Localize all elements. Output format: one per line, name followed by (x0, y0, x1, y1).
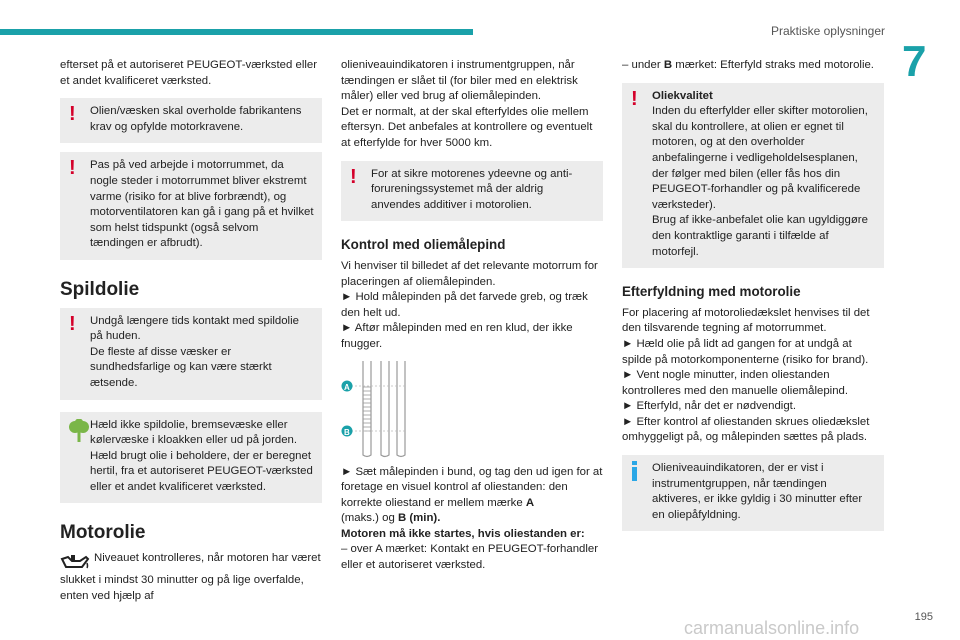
mark-a-label: A (525, 496, 535, 509)
intro-text: efterset på et autoriseret PEUGEOT-værksted eller et andet kvalificeret værksted. (60, 59, 318, 87)
marker-label-a: A (344, 382, 350, 392)
eco-text: Hæld ikke spildolie, bremsevæske eller kølervæske i kloakken eller ud på jorden. Hæld brugt olie i beholdere, der er beregnet hertil, fra et autoriseret PEUGEOT-værksted eller et andet kvalificeret værksted. (90, 418, 313, 493)
mark-b-label: B (663, 59, 673, 71)
warning-box-oil-quality (622, 83, 884, 269)
warning-text: Pas på ved arbejde i motorrummet, da nogle steder i motorrummet bliver ekstremt varme (risiko for at blive forbrændt), og motorventilatoren kan gå i gang på et hvilket som helst tidspunkt (også selvom tændingen er afbrudt). (90, 159, 314, 250)
warning-icon: ! (69, 312, 76, 335)
no-start-warning: Motoren må ikke startes, hvis oliestanden er: (341, 527, 585, 540)
column-3 (622, 58, 884, 540)
dipstick-text-part: ► Sæt målepinden i bund, og tag den ud igen for at foretage en visuel kontrol af oliestanden: den korrekte oliestand er mellem mærke (341, 465, 603, 509)
warning-icon: ! (69, 103, 76, 126)
page-header-title: Praktiske oplysninger (770, 24, 885, 38)
section-heading-kontrol: Kontrol med oliemålepind (341, 237, 506, 253)
kontrol-text: Vi henviser til billedet af det relevante motorrum for placeringen af oliemålepinden. ► Hold målepinden på det farvede greb, og træk den helt ud. ► Aftør målepinden med en ren klud, der ikke fnugger. (341, 259, 598, 350)
section-heading-motorolie: Motorolie (60, 522, 146, 544)
mark-b-label: B (min). (397, 512, 441, 525)
warning-title: Oliekvalitet (652, 89, 713, 102)
list-item-over-a: – over A mærket: Kontakt en PEUGEOT-forhandler eller et autoriseret værksted. (341, 543, 599, 572)
motorolie-text (60, 551, 322, 604)
dipstick-illustration (341, 359, 407, 459)
warning-box-engine-heat (60, 152, 322, 260)
warning-text: For at sikre motorenes ydeevne og anti-forureningssystemet må der aldrig anvendes additiver i motorolien. (371, 167, 573, 211)
chapter-number: 7 (902, 37, 927, 86)
warning-box-oil-spec (60, 98, 322, 143)
tree-eco-icon (68, 419, 90, 443)
column-1 (60, 58, 322, 604)
warning-icon: ! (69, 157, 76, 180)
motorolie-paragraph: Niveauet kontrolleres, når motoren har været slukket i mindst 30 minutter og på lige overfalde, enten ved hjælp af (60, 552, 321, 602)
oil-check-text: olieniveauindikatoren i instrumentgruppen, når tændingen er slået til (for biler med en elektrisk måler) eller ved brug af oliemålepinden. Det er normalt, at der skal efterfyldes olie mellem eftersyn. Det anbefales at kontrollere og eventuelt at efterfylde for hver 5000 km. (341, 59, 593, 149)
under-text-part: mærket: Efterfyld straks med motorolie. (672, 59, 874, 71)
info-icon (631, 461, 637, 483)
warning-box-additives (341, 161, 603, 222)
warning-icon: ! (350, 165, 357, 188)
warning-text: Olien/væsken skal overholde fabrikantens krav og opfylde motorkravene. (90, 105, 302, 133)
eco-box-disposal (60, 412, 322, 504)
section-heading-spildolie: Spildolie (60, 278, 140, 300)
oil-can-icon (60, 551, 90, 573)
watermark-text: carmanualsonline.info (684, 618, 860, 638)
info-box-indicator (622, 455, 884, 531)
dipstick-text-part: (maks.) og (341, 512, 398, 525)
header-accent-bar (0, 29, 473, 35)
efterfyldning-text: For placering af motoroliedækslet henvises til det den tilsvarende tegning af motorrummet. ► Hæld olie på lidt ad gangen for at undgå at spilde på motorkomponenterne (risiko for brand). ► Vent nogle minutter, inden oliestanden kontrolleres med den manuelle oliemålepind. ► Efterfyld, når det er nødvendigt. ► Efter kontrol af oliestanden skrues oliedækslet omhyggeligt på, og målepinden sættes på plads. (622, 306, 870, 444)
marker-label-b: B (344, 427, 350, 437)
under-text-part: – under (622, 59, 664, 71)
list-item-under-b (622, 58, 884, 74)
section-heading-efterfyldning: Efterfyldning med motorolie (622, 284, 801, 300)
info-text: Olieniveauindikatoren, der er vist i instrumentgruppen, når tændingen aktiveres, er ikke gyldig i 30 minutter efter en oliepåfyldning. (652, 462, 863, 521)
warning-text: Inden du efterfylder eller skifter motorolien, skal du kontrollere, at olien er egnet til motoren, og at den overholder anbefalingerne i vedligeholdelsesplanen, der følger med bilen (eller fås hos din PEUGEOT-forhandler og på kvalificerede værksteder). Brug af ikke-anbefalet olie kan ugyldiggøre den kontraktlige garanti i tilfælde af motorfejl. (652, 105, 868, 258)
page-number: 195 (914, 611, 933, 623)
warning-box-used-oil (60, 308, 322, 400)
dipstick-check-text (341, 465, 603, 527)
warning-text: Undgå længere tids kontakt med spildolie på huden. De fleste af disse væsker er sundhedsfarlige og kan være stærkt ætsende. (90, 314, 299, 389)
column-2 (341, 58, 603, 574)
warning-icon: ! (631, 87, 638, 110)
